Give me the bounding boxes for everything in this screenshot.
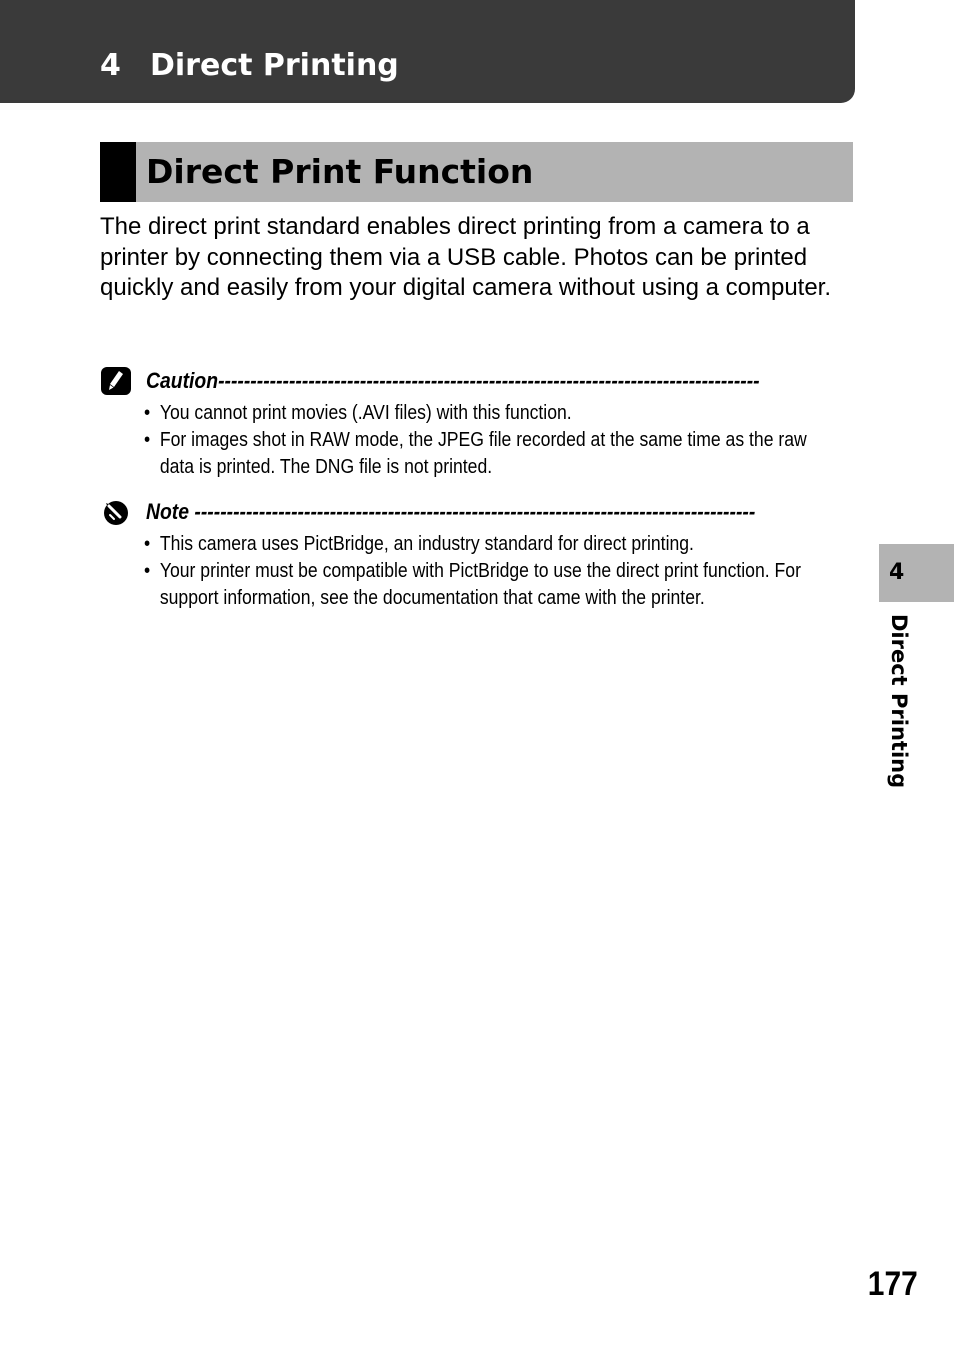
intro-paragraph: The direct print standard enables direct printing from a camera to a printer by connecting them via a USB cable. Photos can be printed quickly and easily from your digital camera without using a computer.	[100, 213, 832, 301]
bullet: •	[144, 560, 151, 582]
bullet: •	[144, 402, 151, 424]
list-item	[100, 400, 843, 427]
list-item-text: You cannot print movies (.AVI files) with this function.	[159, 402, 572, 424]
list-item-text: Your printer must be compatible with PictBridge to use the direct print function. For support information, see the documentation that came with the printer.	[159, 560, 801, 609]
chapter-title	[100, 46, 399, 86]
note-block	[100, 497, 853, 612]
section-title: Direct Print Function	[146, 152, 534, 191]
caution-icon	[100, 366, 132, 396]
note-heading	[100, 497, 853, 527]
note-dashes: ---------------------------------------------------------------------------------------	[189, 499, 756, 524]
list-item-text: For images shot in RAW mode, the JPEG file recorded at the same time as the raw data is printed. The DNG file is not printed.	[159, 429, 807, 478]
chapter-title-text: Direct Printing	[150, 48, 399, 83]
chapter-number: 4	[100, 48, 121, 83]
list-item-text: This camera uses PictBridge, an industry standard for direct printing.	[159, 533, 694, 555]
note-label-text: Note	[146, 499, 190, 524]
list-item	[100, 427, 843, 481]
section-heading-bar	[100, 142, 853, 202]
caution-label-text: Caution	[146, 368, 219, 393]
caution-block	[100, 366, 853, 481]
note-list	[100, 531, 853, 612]
caution-dashes: ------------------------------------------------------------------------------------	[218, 368, 760, 393]
page-number: 177	[868, 1265, 918, 1303]
side-tab-number: 4	[889, 560, 905, 585]
bullet: •	[144, 429, 151, 451]
chapter-side-tab	[879, 544, 954, 602]
note-label	[146, 497, 901, 527]
list-item	[100, 531, 843, 558]
caution-heading	[100, 366, 853, 396]
side-tab-label: Direct Printing	[887, 614, 911, 789]
bullet: •	[144, 533, 151, 555]
note-icon	[100, 497, 132, 527]
caution-list	[100, 400, 853, 481]
caution-label	[146, 366, 901, 396]
chapter-header	[0, 0, 855, 103]
section-marker	[100, 142, 136, 202]
list-item	[100, 558, 843, 612]
